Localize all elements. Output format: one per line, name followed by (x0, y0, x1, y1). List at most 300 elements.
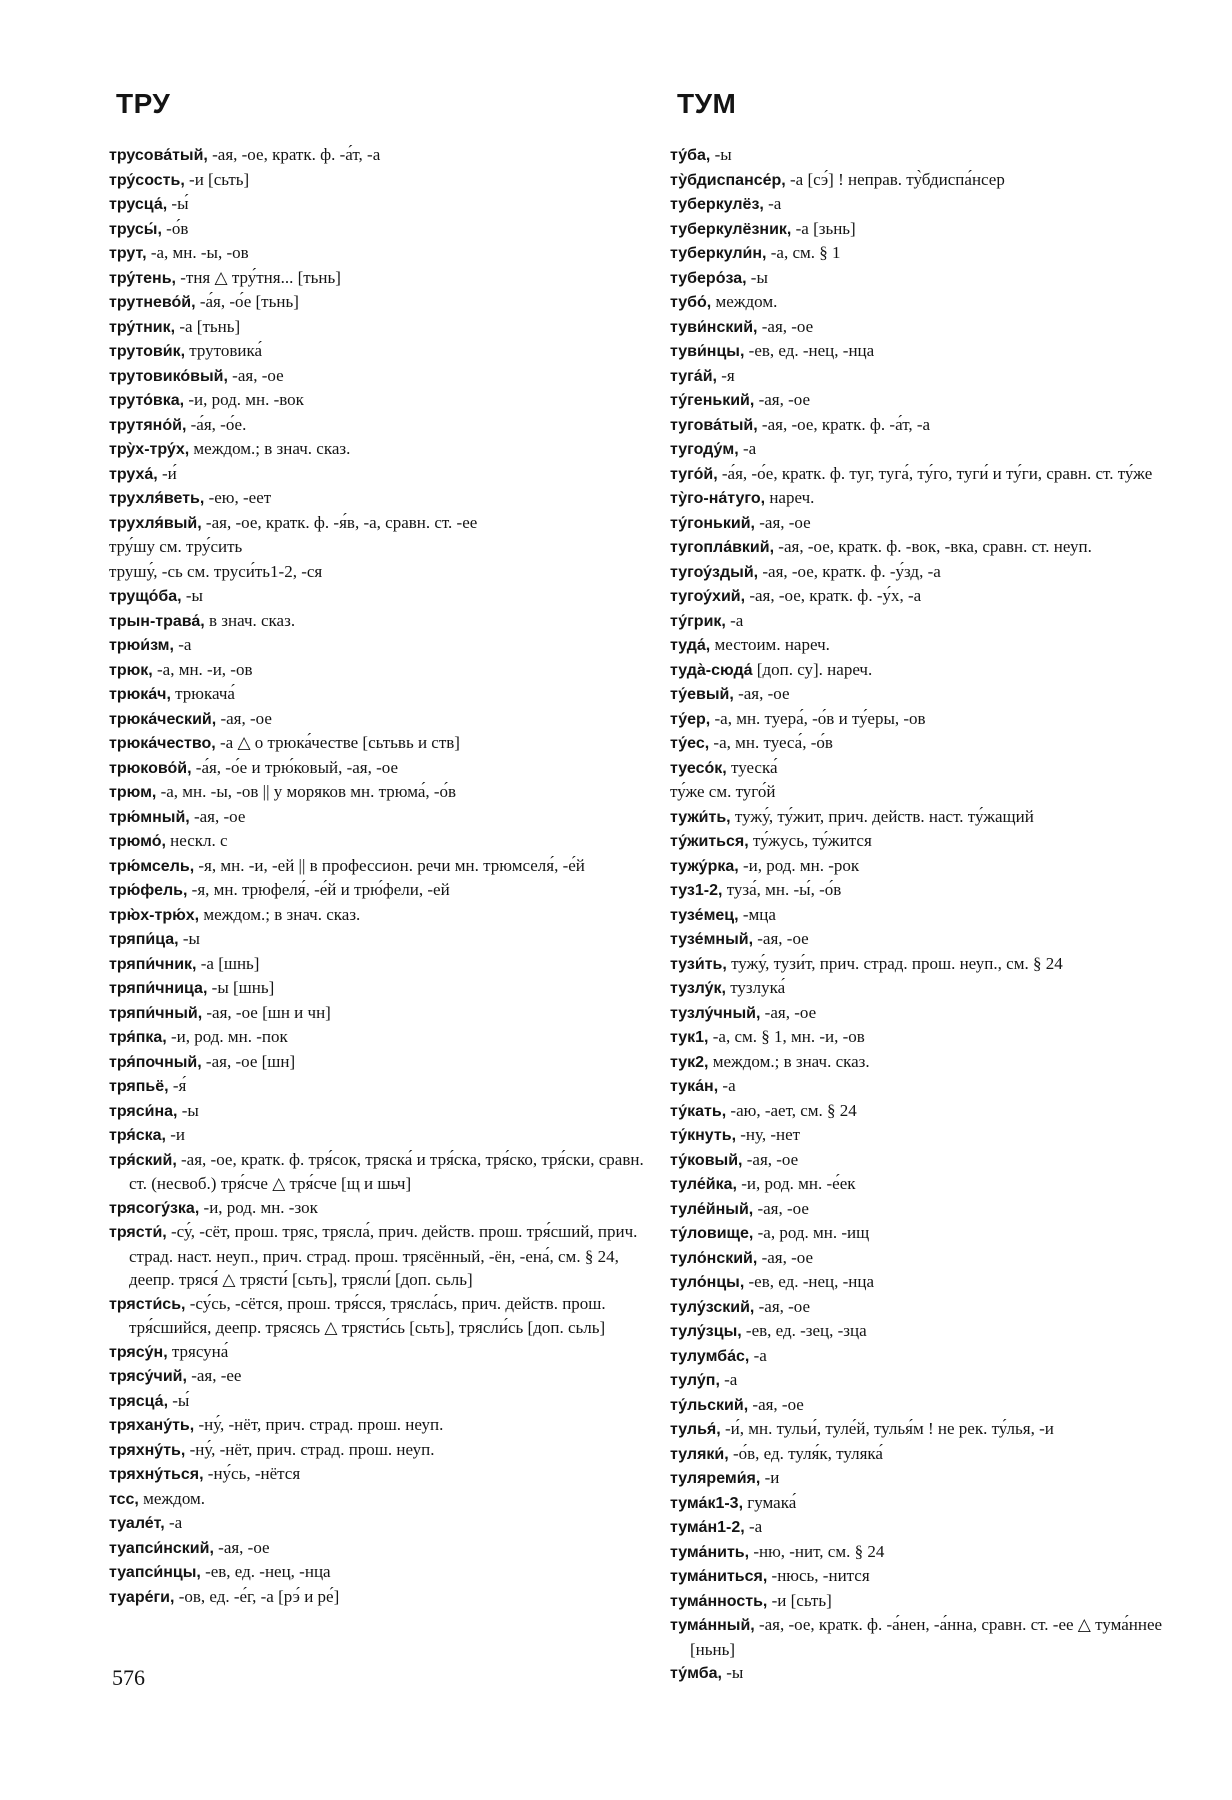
entry-headword: трю́мсель, (109, 857, 195, 875)
entry-headword: тузи́ть, (670, 955, 727, 973)
entry-grammar: -и, род. мн. -вок (184, 390, 304, 409)
entry-grammar: -ая, -ое (748, 1394, 804, 1414)
entry-headword: туберкулёз, (670, 196, 764, 213)
entry-grammar: -ы (721, 1663, 744, 1682)
dictionary-entry (670, 1368, 1205, 1393)
dictionary-entry (670, 1442, 1205, 1467)
entry-headword: тузе́мец, (670, 906, 739, 924)
entry-headword: туле́йный, (670, 1200, 754, 1218)
entry-headword: тулу́п, (670, 1372, 720, 1389)
dictionary-entry (670, 462, 1205, 487)
dictionary-entry (109, 486, 644, 511)
dictionary-entry (109, 1001, 644, 1026)
entry-headword: туга́й, (670, 367, 717, 385)
dictionary-entry (670, 1025, 1205, 1050)
entry-headword: ту́ес, (670, 735, 710, 752)
entry-headword: туляки́, (670, 1445, 729, 1463)
dictionary-entry (670, 1099, 1205, 1124)
entry-headword: трусы́, (109, 220, 162, 238)
dictionary-entry (109, 1123, 644, 1148)
entry-grammar: [доп. су]. нареч. (752, 659, 873, 679)
entry-grammar: -а, см. § 1 (766, 243, 841, 262)
entry-grammar: -о́в (161, 218, 189, 238)
dictionary-entry (109, 682, 644, 707)
entry-headword: трясти́сь, (109, 1295, 186, 1313)
dictionary-entry (670, 192, 1205, 217)
dictionary-entry (109, 1511, 644, 1536)
dictionary-entry (109, 217, 644, 242)
dictionary-entry (109, 731, 644, 756)
dictionary-entry (109, 339, 644, 364)
entry-headword: тума́н1-2, (670, 1519, 745, 1536)
dictionary-entry (670, 1246, 1205, 1271)
entry-headword: ту́мба, (670, 1665, 722, 1682)
dictionary-entry (109, 1585, 644, 1610)
entry-headword: тугоду́м, (670, 441, 739, 458)
entry-headword: тужи́ть, (670, 808, 731, 826)
entry-headword: тру́тень, (109, 269, 176, 287)
running-header-left: ТРУ (116, 88, 171, 119)
entry-grammar: -ая, -ое (216, 708, 272, 728)
entry-grammar: -мца (738, 904, 776, 924)
dictionary-entry (109, 364, 644, 389)
dictionary-entry (670, 584, 1205, 609)
entry-grammar: -ню, -нит, см. § 24 (749, 1541, 885, 1561)
entry-grammar: -ы [шнь] (207, 978, 275, 997)
dictionary-entry (109, 584, 644, 609)
entry-grammar: -ая, -ое (753, 929, 809, 948)
entry-headword: трясу́чий, (109, 1368, 187, 1385)
entry-grammar: -ая, -ое (760, 1002, 817, 1022)
entry-grammar: -ну́, -нёт, прич. страд. прош. неуп. (185, 1439, 435, 1459)
entry-headword: туви́нский, (670, 318, 758, 336)
entry-headword: тубо́, (670, 294, 712, 311)
entry-grammar: -о́в, ед. туля́к, туляка́ (728, 1443, 883, 1463)
entry-grammar: -а (738, 439, 757, 458)
dictionary-entry (109, 780, 644, 805)
entry-headword: ту́льский, (670, 1396, 749, 1414)
entry-grammar: -а (725, 610, 744, 630)
dictionary-entry (109, 1099, 644, 1124)
entry-headword: трюмо́, (109, 833, 166, 850)
entry-headword: трюк, (109, 661, 153, 679)
entry-grammar: -су́, -сёт, прош. тряс, трясла́, прич. действ. прош. тря́сший, прич. страд. наст. неуп., прич. страд. прош. трясённый, -ён, -ена́, см. § 24, деепр. тряся́ △ трясти́ [сьть], трясли́ [доп. сьль] (129, 1222, 638, 1289)
entry-grammar: -а [сэ́] ! неправ. ту̀бдиспа́нсер (785, 169, 1005, 189)
entry-grammar: -тня △ тру́тня... [тьнь] (175, 267, 341, 287)
dictionary-entry (109, 658, 644, 683)
dictionary-entry (109, 878, 644, 903)
dictionary-entry (109, 1536, 644, 1561)
dictionary-entry (670, 633, 1205, 658)
entry-grammar: -а [зьнь] (791, 218, 856, 238)
entry-headword: ту́гонький, (670, 514, 755, 532)
entry-grammar: -ая, -ое (754, 390, 811, 409)
entry-headword: ту̀го-на́туго, (670, 490, 766, 507)
dictionary-entry (109, 143, 644, 168)
entry-grammar: -ев, ед. -зец, -зца (741, 1321, 867, 1340)
entry-grammar: ту́жусь, ту́жится (748, 831, 872, 850)
entry-grammar: -а [шнь] (196, 953, 260, 973)
entry-headword: туберкули́н, (670, 245, 767, 262)
page-number: 576 (112, 1665, 145, 1690)
entry-headword: ту́генький, (670, 392, 755, 409)
entry-headword: туапси́нский, (109, 1539, 214, 1557)
dictionary-entry (670, 1589, 1205, 1614)
entry-grammar: -ая, -ое (227, 365, 284, 385)
entry-headword: трущо́ба, (109, 588, 182, 605)
entry-headword: тулу́зцы, (670, 1323, 742, 1340)
dictionary-entry (670, 731, 1205, 756)
entry-grammar: -а (763, 194, 782, 213)
entry-headword: трутови́к, (109, 343, 186, 360)
entry-headword: трут, (109, 245, 147, 262)
dictionary-entry (109, 1364, 644, 1389)
entry-grammar: -ев, ед. -нец, -нца (744, 1272, 875, 1291)
entry-headword: ту́ер, (670, 710, 711, 728)
entry-headword: трясогу́зка, (109, 1199, 200, 1217)
left-column (109, 143, 644, 1609)
entry-headword: тугопла́вкий, (670, 539, 775, 556)
entry-grammar: нескл. с (165, 831, 228, 850)
entry-grammar: -ая, -ое [шн и чн] (202, 1002, 331, 1022)
entry-headword: тума́к1-3, (670, 1494, 744, 1512)
dictionary-entry (670, 1172, 1205, 1197)
entry-grammar: -ая, -ое, кратк. ф. -я́в, -а, сравн. ст. -ее (201, 512, 478, 532)
dictionary-entry (109, 535, 644, 560)
entry-headword: тря́почный, (109, 1053, 202, 1071)
entry-grammar: -а (719, 1370, 738, 1389)
entry-headword: туле́йка, (670, 1176, 737, 1193)
entry-grammar: -и, род. мн. -е́ек (736, 1174, 856, 1193)
entry-headword: тулья́, (670, 1421, 721, 1438)
entry-grammar: -и, род. мн. -рок (738, 855, 860, 875)
entry-headword: туале́т, (109, 1515, 165, 1532)
entry-headword: трюм, (109, 784, 157, 801)
entry-headword: трутовико́вый, (109, 367, 228, 385)
entry-headword: трутяно́й, (109, 416, 187, 434)
entry-headword: туапси́нцы, (109, 1564, 201, 1581)
entry-grammar: в знач. сказ. (204, 610, 296, 630)
entry-headword: трухля́веть, (109, 490, 205, 507)
dictionary-entry (109, 168, 644, 193)
dictionary-entry (109, 1292, 644, 1340)
dictionary-entry (670, 535, 1205, 560)
dictionary-entry (109, 1074, 644, 1099)
entry-headword: трюка́ч, (109, 686, 171, 703)
entry-grammar: междом. (138, 1488, 206, 1508)
entry-grammar: -я (716, 365, 735, 385)
dictionary-entry (109, 952, 644, 977)
dictionary-entry (670, 829, 1205, 854)
entry-grammar: -а́я, -о́е. (186, 414, 247, 434)
entry-headword: труха́, (109, 465, 158, 483)
entry-grammar: -а [тьнь] (175, 316, 241, 336)
dictionary-entry (670, 437, 1205, 462)
dictionary-entry (670, 339, 1205, 364)
entry-grammar: -и (165, 1125, 185, 1144)
dictionary-entry (670, 1491, 1205, 1516)
entry-grammar: трюкача́ (170, 684, 235, 703)
entry-headword: тузлу́чный, (670, 1004, 761, 1022)
entry-grammar: -и (760, 1468, 780, 1487)
entry-headword: тря́ска, (109, 1127, 166, 1144)
entry-headword: тук1, (670, 1029, 709, 1046)
entry-headword: трюка́ческий, (109, 710, 217, 728)
entry-headword: трусца́, (109, 196, 168, 213)
entry-grammar: -ов, ед. -е́г, -а [рэ́ и ре́] (174, 1586, 340, 1606)
entry-headword: тряхну́ться, (109, 1466, 204, 1483)
dictionary-entry (670, 780, 1205, 805)
entry-grammar: -су́сь, -сётся, прош. тря́сся, трясла́сь, прич. действ. прош. тря́сшийся, деепр. трясясь △ трясти́сь [сьть], трясли́сь [доп. сьль] (129, 1293, 606, 1337)
entry-headword: тряпи́чник, (109, 955, 197, 973)
dictionary-entry (670, 609, 1205, 634)
entry-grammar: -я, мн. трюфеля́, -е́й и трю́фели, -ей (187, 880, 450, 899)
entry-grammar: трутовика́ (185, 341, 263, 360)
dictionary-entry (109, 976, 644, 1001)
dictionary-entry (670, 1221, 1205, 1246)
entry-grammar: трясуна́ (167, 1341, 229, 1361)
dictionary-entry (109, 1025, 644, 1050)
entry-headword: тулумба́с, (670, 1347, 750, 1365)
dictionary-entry (670, 413, 1205, 438)
dictionary-entry (109, 1389, 644, 1414)
entry-grammar: гумака́ (743, 1492, 797, 1512)
entry-grammar: трушу́, -сь см. труси́ть1-2, -ся (109, 561, 323, 581)
entry-grammar: -ая, -ое, кратк. ф. -а́нен, -а́нна, сравн. ст. -ее △ тума́ннее [ньнь] (690, 1615, 1163, 1659)
entry-headword: тря́пка, (109, 1029, 167, 1046)
entry-headword: туви́нцы, (670, 343, 745, 360)
entry-grammar: -ая, -ое, кратк. ф. -у́х, -а (745, 586, 922, 605)
entry-grammar: -аю, -ает, см. § 24 (726, 1100, 857, 1120)
dictionary-entry (109, 1050, 644, 1075)
entry-headword: тука́н, (670, 1078, 719, 1095)
dictionary-entry (670, 682, 1205, 707)
entry-grammar: междом.; в знач. сказ. (189, 439, 351, 458)
entry-grammar: -ая, -ое (757, 316, 814, 336)
entry-grammar: -ая, -ое (757, 1247, 814, 1267)
entry-grammar: -и [сьть] (767, 1590, 832, 1610)
dictionary-entry (670, 1564, 1205, 1589)
entry-grammar: -ну́, -нёт, прич. страд. прош. неуп. (194, 1415, 444, 1434)
entry-grammar: ту́же см. туго́й (670, 782, 776, 801)
dictionary-entry (670, 1540, 1205, 1565)
entry-grammar: -а, мн. -ы, -ов || у моряков мн. трюма́, -о́в (156, 782, 457, 801)
dictionary-entry (670, 1393, 1205, 1418)
dictionary-entry (670, 1319, 1205, 1344)
entry-grammar: -и, род. мн. -пок (166, 1027, 288, 1046)
entry-headword: туго́й, (670, 465, 718, 483)
entry-headword: тума́нить, (670, 1543, 750, 1561)
dictionary-entry (109, 1340, 644, 1365)
entry-grammar: тужу́, тузи́т, прич. страд. прош. неуп., см. § 24 (726, 953, 1063, 973)
dictionary-entry (670, 1123, 1205, 1148)
dictionary-entry (109, 560, 644, 585)
dictionary-entry (670, 1197, 1205, 1222)
dictionary-entry (109, 1220, 644, 1292)
dictionary-entry (670, 756, 1205, 781)
dictionary-entry (670, 290, 1205, 315)
dictionary-entry (109, 829, 644, 854)
dictionary-entry (670, 241, 1205, 266)
entry-headword: тру̀х-тру́х, (109, 441, 190, 458)
entry-headword: туда̀-сюда́ (670, 661, 753, 679)
entry-headword: туберкулёзник, (670, 220, 792, 238)
entry-headword: туда́, (670, 637, 711, 654)
dictionary-entry (670, 707, 1205, 732)
entry-headword: тузлу́к, (670, 980, 726, 997)
entry-grammar: -а △ о трюка́честве [сьтьвь и ств] (215, 733, 460, 752)
dictionary-entry (109, 1487, 644, 1512)
entry-headword: туесо́к, (670, 759, 727, 777)
dictionary-entry (109, 511, 644, 536)
dictionary-entry (670, 486, 1205, 511)
dictionary-entry (109, 1560, 644, 1585)
dictionary-entry (670, 952, 1205, 977)
entry-headword: трясца́, (109, 1392, 169, 1410)
entry-grammar: -ая, -ее (186, 1366, 242, 1385)
entry-grammar: -ая, -ое (742, 1149, 799, 1169)
entry-headword: туляреми́я, (670, 1470, 761, 1487)
entry-grammar: -ая, -ое, кратк. ф. тря́сок, тряска́ и тря́ска, тря́ско, тря́ски, сравн. ст. (несвоб.) тря́сче △ тря́сче [щ и шьч] (129, 1149, 644, 1193)
entry-headword: ту̀бдиспансе́р, (670, 171, 786, 189)
entry-grammar: местоим. нареч. (710, 635, 830, 654)
dictionary-entry (109, 192, 644, 217)
dictionary-entry (670, 168, 1205, 193)
entry-grammar: -а (749, 1345, 767, 1365)
entry-headword: тряпи́чный, (109, 1004, 203, 1022)
entry-grammar: -ая, -ое, кратк. ф. -у́зд, -а (758, 561, 941, 581)
dictionary-entry (109, 756, 644, 781)
entry-grammar: -ая, -ое, кратк. ф. -вок, -вка, сравн. ст. неуп. (774, 537, 1092, 556)
entry-grammar: -а, мн. туера́, -о́в и ту́еры, -ов (710, 708, 926, 728)
dictionary-entry (670, 511, 1205, 536)
dictionary-entry (109, 437, 644, 462)
dictionary-entry (670, 976, 1205, 1001)
dictionary-entry (670, 364, 1205, 389)
entry-headword: тугоу́здый, (670, 563, 759, 581)
entry-headword: трю́мный, (109, 808, 190, 826)
entry-grammar: -ы (710, 145, 732, 164)
dictionary-entry (670, 805, 1205, 830)
dictionary-entry (670, 1148, 1205, 1173)
dictionary-entry (670, 1001, 1205, 1026)
dictionary-entry (109, 1196, 644, 1221)
dictionary-entry (670, 1344, 1205, 1369)
entry-headword: трутнево́й, (109, 294, 196, 311)
entry-grammar: -и́ (157, 463, 177, 483)
dictionary-entry (670, 1295, 1205, 1320)
entry-grammar: -а, мн. -и, -ов (152, 659, 253, 679)
dictionary-entry (670, 1466, 1205, 1491)
entry-headword: тума́нный, (670, 1617, 755, 1634)
entry-headword: тук2, (670, 1053, 709, 1071)
dictionary-entry (670, 560, 1205, 585)
entry-headword: трухля́вый, (109, 514, 202, 532)
entry-headword: тсс, (109, 1490, 139, 1508)
entry-headword: тряхну́ть, (109, 1441, 186, 1459)
entry-grammar: -ы́ (168, 1390, 190, 1410)
dictionary-entry (109, 805, 644, 830)
entry-headword: трясти́, (109, 1224, 167, 1241)
entry-grammar: -а (718, 1076, 736, 1095)
dictionary-entry (670, 1270, 1205, 1295)
dictionary-entry (109, 413, 644, 438)
entry-grammar: -ая, -ое (754, 512, 811, 532)
entry-grammar: -я́ (168, 1076, 187, 1095)
entry-headword: трю́фель, (109, 882, 188, 899)
entry-grammar: -ну, -нет (736, 1125, 801, 1144)
entry-headword: ту́ба, (670, 147, 711, 164)
entry-grammar: междом.; в знач. сказ. (708, 1051, 870, 1071)
entry-headword: ту́кать, (670, 1102, 727, 1120)
entry-grammar: -а, мн. -ы, -ов (146, 243, 249, 262)
dictionary-entry (670, 143, 1205, 168)
entry-headword: ту́ковый, (670, 1151, 743, 1169)
entry-grammar: -ею, -еет (204, 488, 272, 507)
entry-grammar: туеска́ (726, 757, 778, 777)
entry-headword: трясу́н, (109, 1343, 168, 1361)
dictionary-entry (109, 315, 644, 340)
entry-headword: трюково́й, (109, 759, 192, 777)
entry-grammar: -и, род. мн. -зок (199, 1197, 318, 1217)
entry-grammar: -а, мн. туеса́, -о́в (709, 733, 833, 752)
entry-headword: ту́житься, (670, 833, 749, 850)
entry-grammar: -ев, ед. -нец, -нца (200, 1562, 331, 1581)
dictionary-entry (109, 1148, 644, 1196)
entry-headword: тугоу́хий, (670, 588, 746, 605)
entry-grammar: -ая, -ое (189, 806, 246, 826)
entry-grammar: -а́я, -о́е [тьнь] (195, 292, 299, 311)
dictionary-entry (670, 903, 1205, 928)
entry-grammar: -а, род. мн. -ищ (753, 1223, 870, 1242)
right-column (670, 143, 1205, 1686)
dictionary-entry (670, 315, 1205, 340)
entry-grammar: -ая, -ое [шн] (201, 1051, 296, 1071)
entry-grammar: -а́я, -о́е, кратк. ф. туг, туга́, ту́го, туги́ и ту́ги, сравн. ст. ту́же (717, 463, 1153, 483)
entry-grammar: -и [сьть] (184, 169, 250, 189)
entry-headword: ту́ловище, (670, 1225, 754, 1242)
entry-headword: тугова́тый, (670, 416, 758, 434)
dictionary-entry (670, 1661, 1205, 1686)
entry-headword: тря́ский, (109, 1151, 177, 1169)
entry-headword: тузе́мный, (670, 931, 754, 948)
entry-grammar: -ая, -ое (754, 1296, 811, 1316)
dictionary-entry (670, 1613, 1205, 1661)
dictionary-entry (109, 903, 644, 928)
running-header-right: ТУМ (677, 88, 737, 119)
dictionary-entry (670, 854, 1205, 879)
entry-grammar: -а́я, -о́е и трю́ковый, -ая, -ое (191, 757, 399, 777)
dictionary-entry (670, 217, 1205, 242)
entry-headword: тужу́рка, (670, 857, 739, 875)
entry-grammar: -а (173, 635, 192, 654)
entry-grammar: -ая, -ое, кратк. ф. -а́т, -а (207, 145, 381, 164)
dictionary-entry (109, 927, 644, 952)
entry-headword: туз1-2, (670, 882, 723, 899)
dictionary-entry (670, 1515, 1205, 1540)
entry-headword: тума́нность, (670, 1592, 768, 1610)
entry-headword: тряхану́ть, (109, 1417, 195, 1434)
entry-headword: трюи́зм, (109, 637, 174, 654)
entry-grammar: -ая, -ое (753, 1198, 809, 1218)
dictionary-entry (109, 462, 644, 487)
dictionary-entry (670, 1050, 1205, 1075)
entry-grammar: -ая, -ое, кратк. ф. -а́т, -а (757, 414, 931, 434)
dictionary-entry (109, 633, 644, 658)
entry-grammar: -ы́ (167, 194, 189, 213)
entry-grammar: -нюсь, -нится (767, 1566, 870, 1585)
entry-grammar: -ы (746, 267, 768, 287)
